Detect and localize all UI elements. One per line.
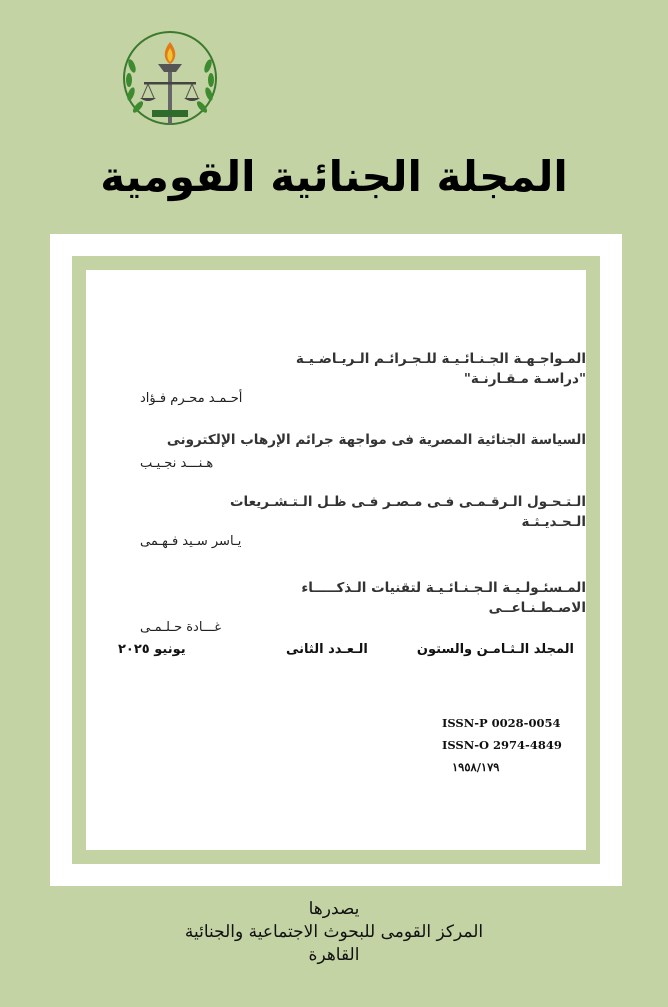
article-title: السياسة الجنائية المصرية فى مواجهة جرائم الإرهاب الإلكترونى <box>166 432 586 448</box>
issue-number-label: الـعـدد الثانى <box>286 642 368 657</box>
article-4 <box>106 578 586 638</box>
article-title: المـواجـهـة الجـنـائـيـة للـجـرائـم الـريـاضـيـة <box>295 351 586 367</box>
issn-online: ISSN-O 2974-4849 <box>442 738 562 752</box>
article-title-cont: الـحـديـثـة <box>521 514 586 530</box>
article-2 <box>106 430 586 474</box>
volume-label: المجلد الـثـامـن والستون <box>416 642 574 657</box>
publisher-city: القاهرة <box>308 945 360 965</box>
issn-print: ISSN-P 0028-0054 <box>442 716 561 730</box>
article-title: المـسئـولـيـة الـجـنـائـيـة لتقنيات الـذكـــــاء <box>301 580 586 596</box>
publisher-intro: يصدرها <box>308 899 360 919</box>
article-1 <box>106 349 586 409</box>
article-title: الـتـحـول الـرقـمـى فـى مـصـر فـى ظـل الـتـشـريعات <box>229 494 586 510</box>
article-author: هـنـــد نجـيـب <box>140 456 214 471</box>
cover-frame <box>50 234 622 886</box>
article-author: أحـمـد محـرم فـؤاد <box>140 391 243 406</box>
issue-info <box>86 642 586 662</box>
deposit-number: ١٩٥٨/١٧٩ <box>452 760 500 774</box>
publisher-name: المركز القومى للبحوث الاجتماعية والجنائية <box>184 922 484 942</box>
center-emblem-logo <box>118 26 222 134</box>
article-author: يـاسر سـيد فـهـمى <box>140 534 242 549</box>
publisher-block <box>0 898 668 967</box>
contents-panel <box>86 270 586 850</box>
article-title-cont: الاصـطـنـاعــى <box>488 600 586 616</box>
issue-date-label: يونيو ٢٠٢٥ <box>118 642 186 657</box>
article-title-cont: "دراسـة مـقـارنـة" <box>463 371 586 387</box>
article-3 <box>106 492 586 552</box>
article-author: غـــادة حـلـمـى <box>140 620 222 635</box>
journal-title: المجلة الجنائية القومية <box>100 152 568 201</box>
